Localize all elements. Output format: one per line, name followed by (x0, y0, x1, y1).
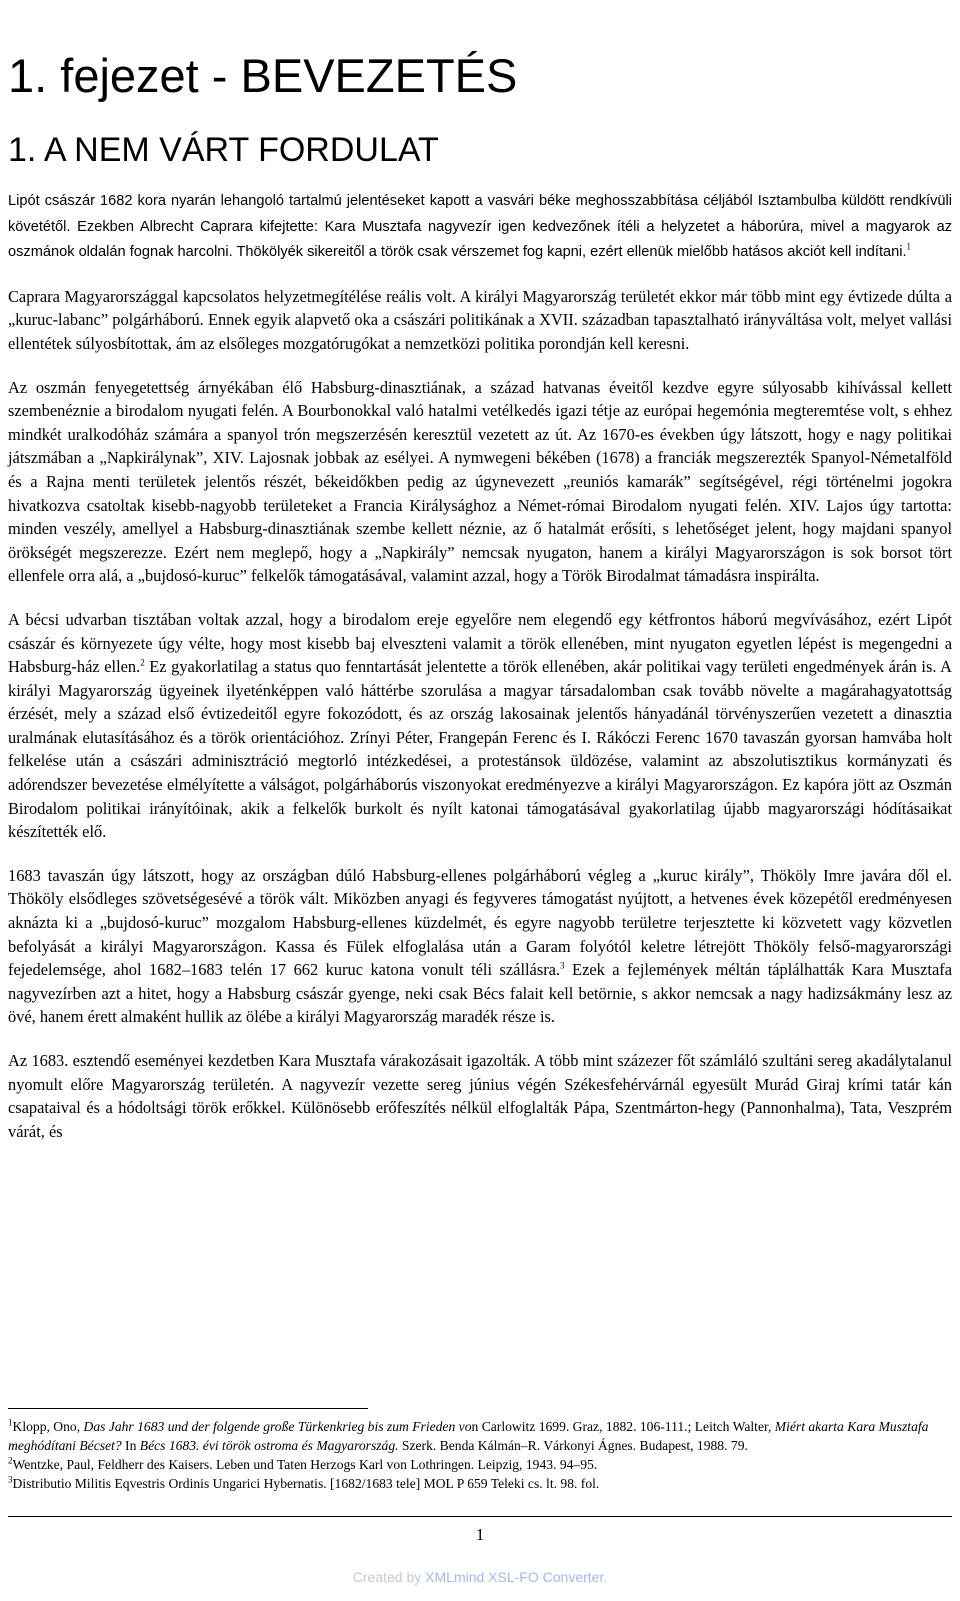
converter-link[interactable]: XMLmind XSL-FO Converter (425, 1569, 604, 1585)
footnote-ref[interactable]: 2 (140, 657, 145, 668)
footnote-mark: 1 (8, 1417, 13, 1428)
footnote-text: Klopp, Ono, (12, 1419, 84, 1434)
footnote-text: In (121, 1438, 140, 1453)
credit-text: Created by (352, 1569, 426, 1585)
paragraph (8, 864, 952, 1029)
paragraph-text: Az 1683. esztendő eseményei kezdetben Kara Musztafa várakozásait igazolták. A több mint százezer főt számláló szultáni sereg akadálytalanul nyomult előre Magyarország területén. A nagyvezír vezette sereg június végén Székesfehérvárnál egyesült Murád Giraj krími tatár kán csapataival és a hódoltsági török erőkkel. Különösebb erőfeszítés nélkül elfoglalták Pápa, Szentmárton-hegy (Pannonhalma), Tata, Veszprém várát, és (8, 1051, 952, 1141)
converter-credit (0, 1568, 960, 1586)
section-title: 1. A NEM VÁRT FORDULAT (8, 131, 439, 169)
paragraph-text: Ezek a fejlemények méltán táplálhatták Kara Musztafa nagyvezírben azt a hitet, hogy a Habsburg császár gyenge, neki csak Bécs falait kell betörnie, s akkor nemcsak a nagy hadizsákmány lesz az övé, hanem érett almaként hullik az ölébe a királyi Magyarország maradék része is. (8, 960, 952, 1027)
paragraph-text: Ez gyakorlatilag a status quo fenntartását jelentette a török ellenében, akár politikai vagy területi engedmények árán is. A királyi Magyarország ügyeinek ilyeténképpen való háttérbe szorulása a magyar társadalomban csak tovább növelte a magárahagyatottság érzését, mely a század első évtizedeitől egyre fokozódott, és az ország lakosainak jelentős hányadánál törvényszerűen vezetett a dinasztia uralmának elutasításához és a török orientációhoz. Zrínyi Péter, Frangepán Ferenc és I. Rákóczi Ferenc 1670 tavaszán gyorsan hamvába holt felkelése után a császári adminisztráció megtorló intézkedései, a protestánsok üldözése, valamint az abszolutisztikus kormányzati és adórendszer bevezetése elmélyítette a válságot, polgárháborús viszonyokat eredményezve a királyi Magyarországon. Ez kapóra jött az Oszmán Birodalom politikai irányítóinak, akik a felkelők burkolt és nyílt katonai támogatásával gyakorlatilag újabb magyarországi hódításaikat készítették elő. (8, 657, 952, 842)
paragraph-text: Lipót császár 1682 kora nyarán lehangoló tartalmú jelentéseket kapott a vasvári béke meghosszabbítása céljából Isztambulba küldött rendkívüli követétől. Ezekben Albrecht Caprara kifejtette: Kara Musztafa nagyvezír igen kedvezőnek ítéli a helyzetet a háborúra, mivel a magyarok az oszmánok oldalán fognak harcolni. Thökölyék sikereitől a török csak vérszemet fog kapni, ezért ellenük mielőbb hatásos akciót kell indítani. (8, 193, 952, 261)
footnotes (8, 1417, 952, 1493)
paragraph (8, 188, 952, 265)
paragraph (8, 608, 952, 844)
footnote-title: Das Jahr 1683 und der folgende große Türkenkrieg bis zum Frieden vo (83, 1419, 472, 1434)
footnote-mark: 2 (8, 1455, 13, 1466)
paragraph-text: A bécsi udvarban tisztában voltak azzal, hogy a birodalom ereje egyelőre nem elegendő egy kétfrontos háború megvívásához, ezért Lipót császár és környezete úgy vélte, hogy most kisebb baj elveszteni valamit a török ellenében, mint nyugaton egyetlen lépést is megengedni a Habsburg-ház ellen. (8, 609, 952, 677)
page-number: 1 (475, 1525, 485, 1544)
footnote-text: n Carlowitz 1699. Graz, 1882. 106-111.; Leitch Walter, (471, 1419, 775, 1434)
footnote-text: Wentzke, Paul, Feldherr des Kaisers. Leben und Taten Herzogs Karl von Lothringen. Leipzig, 1943. 94–95. (12, 1457, 598, 1472)
body-text (8, 188, 952, 1163)
footnote (8, 1417, 952, 1455)
paragraph-text: Az oszmán fenyegetettség árnyékában élő Habsburg-dinasztiának, a század hatvanas éveitől kezdve egyre súlyosabb kihívással kellett szembenéznie a birodalom nyugati felén. A Bourbonokkal való hatalmi vetélkedés igazi tétje az európai hegemónia megteremtése volt, s ehhez mindkét uralkodóház számára a spanyol trón megszerzésén keresztül vezetett az út. Az 1670-es években úgy látszott, hogy e nagy politikai játszmában a „Napkirálynak”, XIV. Lajosnak jobbak az esélyei. A nymwegeni békében (1678) a franciák megszerezték Spanyol-Németalföld és a Rajna menti területek jelentős részét, békeidőkben pedig az úgynevezett „reuniós kamarák” segítségével, régi történelmi jogokra hivatkozva csatoltak kisebb-nagyobb területeket a Francia Királysághoz a Német-római Birodalom nyugati felén. XIV. Lajos úgy tartotta: minden veszély, amellyel a Habsburg-dinasztiának szembe kellett néznie, az ő hatalmát erősíti, s lehetőséget jelent, hogy majdani spanyol örökségét megszerezze. Ezért nem meglepő, hogy a „Napkirály” nemcsak nyugaton, hanem a királyi Magyarországon is sok borsot tört ellenfele orra alá, a „bujdosó-kuruc” felkelők támogatásával, valamint azzal, hogy a Török Birodalmat támadásra inspirálta. (8, 377, 952, 586)
paragraph-text: 1683 tavaszán úgy látszott, hogy az országban dúló Habsburg-ellenes polgárháború végleg a „kuruc király”, Thököly Imre javára dől el. Thököly elsődleges szövetségesévé a török vált. Miközben anyagi és fegyveres támogatást nyújtott, a hetvenes évek közepétől eredményesen aknázta ki a „bujdosó-kuruc” mozgalom Habsburg-ellenes küzdelmét, és egyre nagyobb területre terjesztette ki közvetett vagy közvetlen befolyását a királyi Magyarországon. Kassa és Fülek elfoglalása után a Garam folyótól keletre létrejött Thököly felső-magyarországi fejedelemsége, ahol 1682–1683 telén 17 662 kuruc katona vonult téli szállásra. (8, 865, 952, 980)
paragraph-text: Caprara Magyarországgal kapcsolatos helyzetmegítélése reális volt. A királyi Magyarország területét ekkor már több mint egy évtizede dúlta a „kuruc-labanc” polgárháború. Ennek egyik alapvető oka a császári politikának a XVII. században tapasztalható irányváltása volt, melyet vallási ellentétek súlyosbítottak, ám az elsőleges mozgatórugókat a nemzetközi politika porondján kell keresni. (8, 286, 952, 353)
paragraph (8, 285, 952, 356)
paragraph (8, 376, 952, 588)
footnote-title: Miért akarta Kara Musztafa meghódítani Bécset? (8, 1419, 929, 1453)
chapter-title: 1. fejezet - BEVEZETÉS (8, 49, 518, 102)
paragraph (8, 1049, 952, 1143)
footnote-mark: 3 (8, 1474, 13, 1485)
footnote-title: Bécs 1683. évi török ostroma és Magyarország. (139, 1438, 399, 1453)
footnote-separator (8, 1408, 368, 1409)
footnote-ref[interactable]: 1 (906, 241, 912, 252)
footnote (8, 1455, 952, 1474)
footnote-text: Szerk. Benda Kálmán–R. Várkonyi Ágnes. Budapest, 1988. 79. (398, 1438, 748, 1453)
footnote-text: Distributio Militis Eqvestris Ordinis Ungarici Hybernatis. [1682/1683 tele] MOL P 659 Teleki cs. lt. 98. fol. (12, 1476, 600, 1491)
footer-separator (8, 1516, 952, 1517)
footnote (8, 1474, 952, 1493)
credit-text: . (603, 1569, 608, 1585)
footnote-ref[interactable]: 3 (560, 960, 565, 971)
